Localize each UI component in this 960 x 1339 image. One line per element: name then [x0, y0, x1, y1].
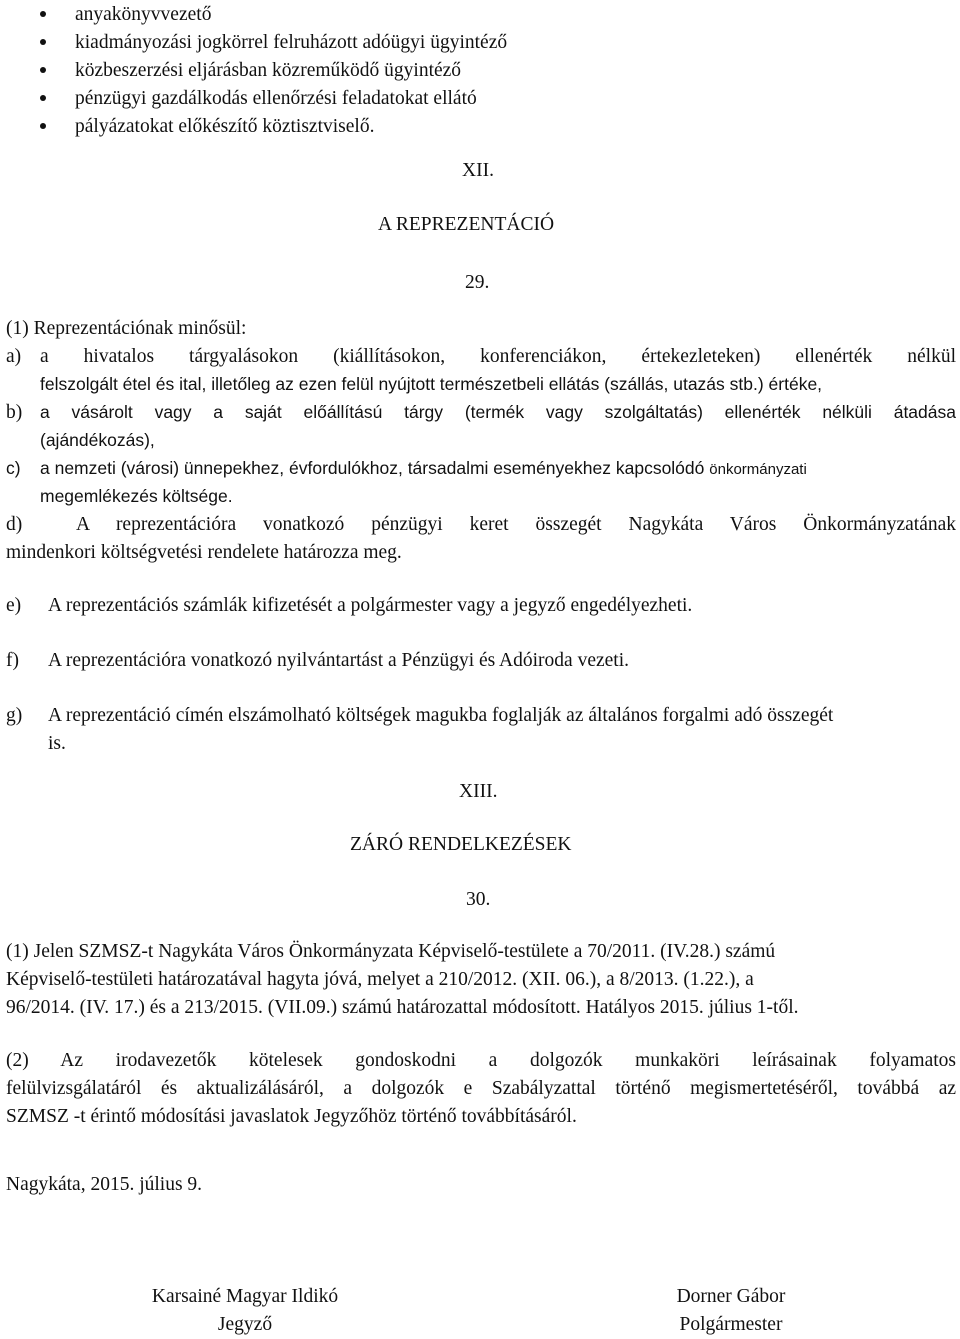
item-text: is.	[48, 733, 66, 754]
list-item: kiadmányozási jogkörrel felruházott adóügyi ügyintéző	[75, 32, 508, 53]
closing-text: Képviselő-testületi határozatával hagyta jóvá, melyet a 210/2012. (XII. 06.), a 8/2013. (1.22.), a	[6, 969, 754, 990]
bullet-icon	[40, 67, 46, 73]
closing-text: (2) Az irodavezetők kötelesek gondoskodni a dolgozók munkaköri leírásainak folyamatos	[6, 1050, 956, 1071]
item-label: f)	[6, 650, 19, 671]
signatory-name: Dorner Gábor	[676, 1286, 786, 1307]
item-label: e)	[6, 595, 22, 616]
paragraph-number: 29.	[465, 272, 490, 293]
item-text: a vásárolt vagy a saját előállítású tárgy (termék vagy szolgáltatás) ellenérték nélküli átadása	[40, 402, 956, 422]
item-text: (ajándékozás),	[40, 430, 155, 450]
item-label: b)	[6, 402, 23, 423]
list-item: anyakönyvvezető	[75, 4, 212, 25]
item-text: mindenkori költségvetési rendelete határozza meg.	[6, 542, 402, 563]
list-item: közbeszerzési eljárásban közreműködő ügyintéző	[75, 60, 462, 81]
item-text: felszolgált étel és ital, illetőleg az ezen felül nyújtott természetbeli ellátás (szállás, utazás stb.) értéke,	[40, 374, 823, 394]
closing-text: felülvizsgálatáról és aktualizálásáról, a dolgozók e Szabályzattal történő megismertetéséről, továbbá az	[6, 1078, 956, 1099]
signatory-title: Polgármester	[679, 1314, 783, 1335]
paragraph-number: 30.	[466, 889, 491, 910]
signatory-title: Jegyző	[217, 1314, 273, 1335]
item-text: A reprezentációra vonatkozó nyilvántartást a Pénzügyi és Adóiroda vezeti.	[48, 650, 629, 671]
item-text: A reprezentációs számlák kifizetését a polgármester vagy a jegyző engedélyezheti.	[48, 595, 693, 616]
item-label: d)	[6, 514, 23, 535]
bullet-icon	[40, 39, 46, 45]
item-text: a hivatalos tárgyalásokon (kiállításokon, konferenciákon, értekezleteken) ellenérték nélkül	[40, 346, 956, 367]
item-text-main: a nemzeti (városi) ünnepekhez, évfordulókhoz, társadalmi eseményekhez kapcsolódó	[40, 458, 705, 478]
bullet-icon	[40, 11, 46, 17]
item-text-small: önkormányzati	[709, 461, 807, 478]
section-title: A REPREZENTÁCIÓ	[378, 214, 555, 235]
list-item: pályázatokat előkészítő köztisztviselő.	[75, 116, 375, 137]
bullet-icon	[40, 95, 46, 101]
paragraph-intro: (1) Reprezentációnak minősül:	[6, 318, 247, 339]
section-number: XIII.	[459, 781, 498, 802]
item-text: megemlékezés költsége.	[40, 486, 233, 506]
item-text: A reprezentációra vonatkozó pénzügyi keret összegét Nagykáta Város Önkormányzatának	[76, 514, 956, 535]
item-label: c)	[6, 458, 21, 478]
signatory-name: Karsainé Magyar Ildikó	[151, 1286, 339, 1307]
closing-text: 96/2014. (IV. 17.) és a 213/2015. (VII.09.) számú határozattal módosított. Hatályos 2015. július 1-től.	[6, 997, 799, 1018]
section-number: XII.	[462, 160, 494, 181]
closing-text: SZMSZ -t érintő módosítási javaslatok Jegyzőhöz történő továbbításáról.	[6, 1106, 577, 1127]
closing-text: (1) Jelen SZMSZ-t Nagykáta Város Önkormányzata Képviselő-testülete a 70/2011. (IV.28.) számú	[6, 941, 776, 962]
place-date: Nagykáta, 2015. július 9.	[6, 1174, 203, 1195]
item-label: g)	[6, 705, 23, 726]
bullet-icon	[40, 123, 46, 129]
item-label: a)	[6, 346, 22, 367]
item-text	[40, 456, 807, 482]
section-title: ZÁRÓ RENDELKEZÉSEK	[350, 834, 572, 855]
list-item: pénzügyi gazdálkodás ellenőrzési feladatokat ellátó	[75, 88, 477, 109]
item-text: A reprezentáció címén elszámolható költségek magukba foglalják az általános forgalmi adó összegét	[48, 705, 834, 726]
